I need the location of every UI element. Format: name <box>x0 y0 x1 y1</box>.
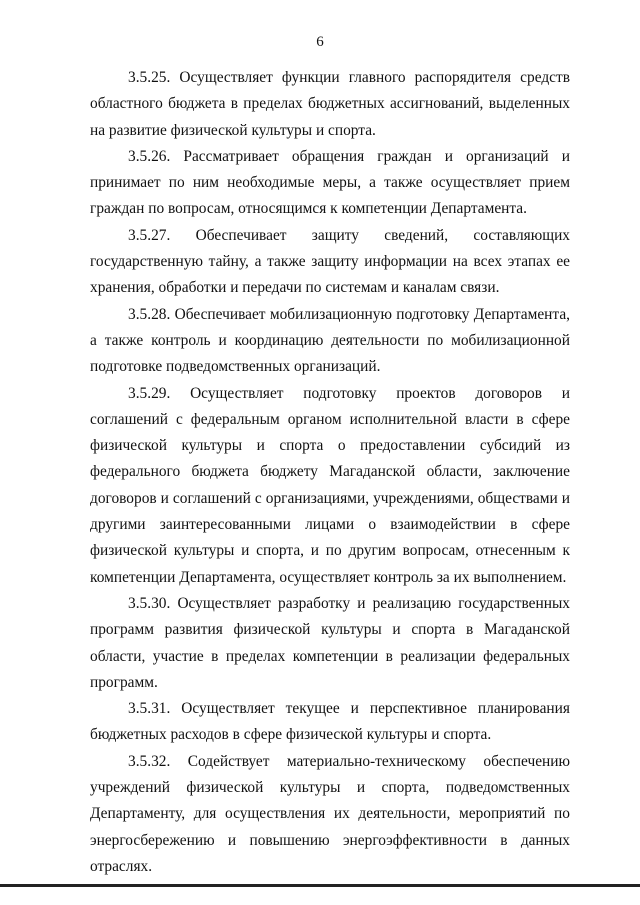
paragraph-3-5-25: 3.5.25. Осуществляет функции главного распорядителя средств областного бюджета в пределах бюджетных ассигнований, выделенных на развитие физической культуры и спорта. <box>90 69 570 139</box>
paragraph-3-5-29: 3.5.29. Осуществляет подготовку проектов договоров и соглашений с федеральным органом исполнительной власти в сфере физической культуры и спорта о предоставлении субсидий из федерального бюджета бюджету Магаданской области, заключение договоров и соглашений с организациями, учреждениями, обществами и другими заинтересованными лицами о взаимодействии в сфере физической культуры и спорта, и по другим вопросам, отнесенным к компетенции Департамента, осуществляет контроль за их выполнением. <box>90 384 570 586</box>
page-number: 6 <box>316 34 324 50</box>
document-body <box>90 65 570 880</box>
paragraph-3-5-31: 3.5.31. Осуществляет текущее и перспективное планирования бюджетных расходов в сфере физической культуры и спорта. <box>90 700 570 744</box>
paragraph-3-5-26: 3.5.26. Рассматривает обращения граждан и организаций и принимает по ним необходимые меры, а также осуществляет прием граждан по вопросам, относящимся к компетенции Департамента. <box>90 147 570 218</box>
paragraph-3-5-27: 3.5.27. Обеспечивает защиту сведений, составляющих государственную тайну, а также защиту информации на всех этапах ее хранения, обработки и передачи по системам и каналам связи. <box>90 226 570 297</box>
paragraph-3-5-30: 3.5.30. Осуществляет разработку и реализацию государственных программ развития физической культуры и спорта в Магаданской области, участие в пределах компетенции в реализации федеральных программ. <box>90 594 570 691</box>
paragraph-3-5-28: 3.5.28. Обеспечивает мобилизационную подготовку Департамента, а также контроль и координацию деятельности по мобилизационной подготовке подведомственных организаций. <box>90 305 570 376</box>
paragraph-3-5-32: 3.5.32. Содействует материально-техническому обеспечению учреждений физической культуры и спорта, подведомственных Департаменту, для осуществления их деятельности, мероприятий по энергосбережению и повышению энергоэффективности в данных отраслях. <box>90 752 570 875</box>
scan-edge-divider <box>0 884 640 887</box>
